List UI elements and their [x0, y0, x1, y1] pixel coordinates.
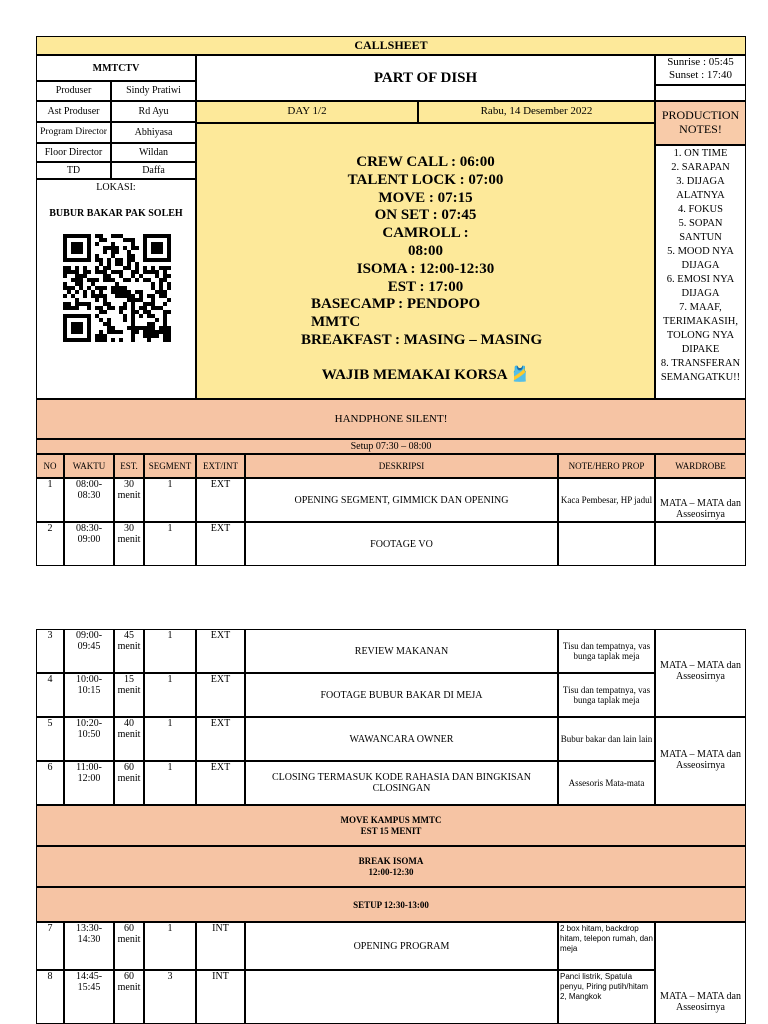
cell-extint: EXT	[196, 522, 245, 566]
cell-deskripsi: OPENING PROGRAM	[245, 922, 558, 970]
schedule-line: CAMROLL :	[382, 225, 469, 242]
break-band	[36, 846, 746, 887]
cell-segment: 1	[144, 717, 196, 761]
cell-no: 1	[36, 478, 64, 522]
move-line2: EST 15 MENIT	[360, 825, 422, 836]
cell-extint: EXT	[196, 761, 245, 805]
cell-est: 30 menit	[114, 522, 144, 566]
crew-role: TD	[36, 162, 111, 179]
cell-no: 5	[36, 717, 64, 761]
callsheet-title: CALLSHEET	[36, 36, 746, 55]
cell-no: 8	[36, 970, 64, 1024]
cell-segment: 1	[144, 478, 196, 522]
header-extint: EXT/INT	[196, 454, 245, 478]
header-wardrobe: WARDROBE	[655, 454, 746, 478]
cell-segment: 1	[144, 761, 196, 805]
schedule-line: EST : 17:00	[387, 278, 464, 295]
crew-role: Produser	[36, 81, 111, 101]
setup2-band: SETUP 12:30-13:00	[36, 887, 746, 922]
cell-deskripsi: REVIEW MAKANAN	[245, 629, 558, 673]
production-notes-title: PRODUCTION NOTES!	[655, 101, 746, 145]
cell-waktu: 09:00-09:45	[64, 629, 114, 673]
cell-segment: 1	[144, 522, 196, 566]
cell-no: 7	[36, 922, 64, 970]
cell-est: 40 menit	[114, 717, 144, 761]
cell-note: 2 box hitam, backdrop hitam, telepon rumah, dan meja	[558, 922, 655, 970]
cell-no: 4	[36, 673, 64, 717]
cell-deskripsi	[245, 970, 558, 1024]
cell-extint: EXT	[196, 717, 245, 761]
cell-no: 2	[36, 522, 64, 566]
cell-segment: 3	[144, 970, 196, 1024]
cell-note: Panci listrik, Spatula penyu, Piring putih/hitam 2, Mangkok	[558, 970, 655, 1024]
cell-est: 30 menit	[114, 478, 144, 522]
cell-note	[558, 522, 655, 566]
header-waktu: WAKTU	[64, 454, 114, 478]
cell-waktu: 11:00-12:00	[64, 761, 114, 805]
move-band	[36, 805, 746, 846]
header-deskripsi: DESKRIPSI	[245, 454, 558, 478]
handphone-notice: HANDPHONE SILENT!	[36, 399, 746, 439]
crew-name: Sindy Pratiwi	[111, 81, 196, 101]
blank-cell	[655, 85, 746, 101]
cell-est: 15 menit	[114, 673, 144, 717]
crew-role: Ast Produser	[36, 101, 111, 122]
qr-code-icon	[63, 234, 171, 342]
break-line1: BREAK ISOMA	[358, 855, 424, 866]
location-box	[36, 179, 196, 399]
schedule-line: MMTC	[311, 314, 361, 331]
note-item: 8. TRANSFERAN SEMANGATKU!!	[660, 358, 741, 383]
cell-note: Bubur bakar dan lain lain	[558, 717, 655, 761]
crew-name: Abhiyasa	[111, 122, 196, 143]
cell-waktu: 08:00-08:30	[64, 478, 114, 522]
company-name: MMTCTV	[36, 55, 196, 81]
cell-note: Tisu dan tempatnya, vas bunga taplak meja	[558, 673, 655, 717]
schedule-line: WAJIB MEMAKAI KORSA 🎽	[321, 366, 530, 383]
cell-extint: INT	[196, 970, 245, 1024]
cell-wardrobe: MATA – MATA dan Asseosirnya	[655, 717, 746, 805]
note-item: 4. FOKUS	[678, 204, 723, 215]
note-item: 3. DIJAGA ALATNYA	[676, 176, 725, 201]
cell-est: 60 menit	[114, 761, 144, 805]
note-item: 1. ON TIME	[673, 148, 728, 159]
header-segment: SEGMENT	[144, 454, 196, 478]
cell-waktu: 10:00-10:15	[64, 673, 114, 717]
schedule-line: MOVE : 07:15	[378, 189, 473, 206]
cell-wardrobe: MATA – MATA dan Asseosirnya	[655, 478, 746, 522]
cell-segment: 1	[144, 629, 196, 673]
note-item: 5. MOOD NYA DIJAGA	[667, 246, 734, 271]
cell-est: 45 menit	[114, 629, 144, 673]
sunset: Sunset : 17:40	[669, 69, 732, 81]
schedule-line: 08:00	[408, 242, 443, 259]
cell-wardrobe: MATA – MATA dan Asseosirnya	[655, 629, 746, 717]
cell-extint: INT	[196, 922, 245, 970]
setup-time: Setup 07:30 – 08:00	[36, 439, 746, 454]
cell-segment: 1	[144, 673, 196, 717]
cell-extint: EXT	[196, 478, 245, 522]
show-title: PART OF DISH	[196, 55, 655, 101]
cell-waktu: 13:30-14:30	[64, 922, 114, 970]
schedule-block	[196, 123, 655, 399]
note-item: 6. EMOSI NYA DIJAGA	[666, 274, 735, 299]
day-label: DAY 1/2	[196, 101, 418, 123]
schedule-line	[197, 350, 654, 367]
cell-extint: EXT	[196, 673, 245, 717]
break-line2: 12:00-12:30	[368, 866, 414, 877]
schedule-line: CREW CALL : 06:00	[356, 154, 495, 170]
cell-note: Kaca Pembesar, HP jadul	[558, 478, 655, 522]
cell-est: 60 menit	[114, 970, 144, 1024]
crew-role: Floor Director	[36, 143, 111, 162]
note-item: 5. SOPAN SANTUN	[678, 218, 723, 243]
location-label: LOKASI:	[96, 182, 136, 193]
cell-no: 6	[36, 761, 64, 805]
cell-note: Tisu dan tempatnya, vas bunga taplak meja	[558, 629, 655, 673]
schedule-line: TALENT LOCK : 07:00	[347, 171, 504, 188]
cell-wardrobe: MATA – MATA dan Asseosirnya	[655, 922, 746, 1024]
location-name: BUBUR BAKAR PAK SOLEH	[49, 208, 183, 219]
note-item: 7. MAAF, TERIMAKASIH, TOLONG NYA DIPAKE	[663, 302, 738, 355]
cell-note: Assesoris Mata-mata	[558, 761, 655, 805]
crew-role: Program Director	[36, 122, 111, 143]
header-note: NOTE/HERO PROP	[558, 454, 655, 478]
date-label: Rabu, 14 Desember 2022	[418, 101, 655, 123]
schedule-line: ISOMA : 12:00-12:30	[356, 260, 495, 277]
cell-deskripsi: FOOTAGE VO	[245, 522, 558, 566]
sun-times	[655, 55, 746, 85]
crew-name: Wildan	[111, 143, 196, 162]
move-line1: MOVE KAMPUS MMTC	[340, 814, 442, 825]
cell-segment: 1	[144, 922, 196, 970]
cell-deskripsi: WAWANCARA OWNER	[245, 717, 558, 761]
schedule-line: BASECAMP : PENDOPO	[311, 296, 481, 313]
cell-wardrobe	[655, 522, 746, 566]
crew-name: Daffa	[111, 162, 196, 179]
sunrise: Sunrise : 05:45	[667, 56, 734, 68]
cell-waktu: 14:45-15:45	[64, 970, 114, 1024]
cell-est: 60 menit	[114, 922, 144, 970]
crew-name: Rd Ayu	[111, 101, 196, 122]
schedule-line: BREAKFAST : MASING – MASING	[301, 331, 543, 348]
note-item: 2. SARAPAN	[671, 162, 730, 173]
cell-deskripsi: CLOSING TERMASUK KODE RAHASIA DAN BINGKISAN CLOSINGAN	[245, 761, 558, 805]
cell-deskripsi: OPENING SEGMENT, GIMMICK DAN OPENING	[245, 478, 558, 522]
cell-waktu: 08:30-09:00	[64, 522, 114, 566]
schedule-line: ON SET : 07:45	[374, 207, 477, 224]
cell-waktu: 10:20-10:50	[64, 717, 114, 761]
header-no: NO	[36, 454, 64, 478]
cell-extint: EXT	[196, 629, 245, 673]
cell-deskripsi: FOOTAGE BUBUR BAKAR DI MEJA	[245, 673, 558, 717]
header-est: EST.	[114, 454, 144, 478]
cell-no: 3	[36, 629, 64, 673]
production-notes-list	[655, 145, 746, 399]
